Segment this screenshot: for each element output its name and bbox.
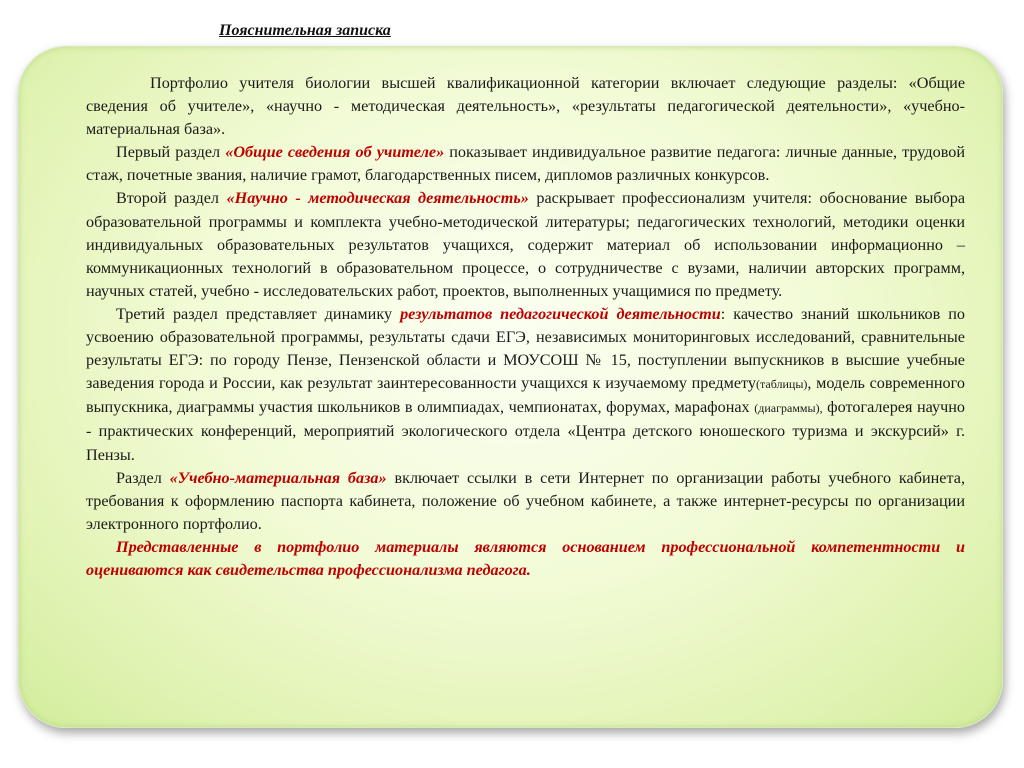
- paragraph-section-3: [86, 303, 965, 467]
- section-3-text-c: фотогалерея научно - практических конференций, мероприятий экологического отдела «Центра детского юношеского туризма и экскурсий» г. Пензы.: [86, 398, 966, 464]
- section-1-lead: Первый раздел: [116, 143, 226, 162]
- explanatory-text: [86, 72, 965, 582]
- diagrams-note: (диаграммы),: [754, 401, 823, 416]
- section-3-title: результатов педагогической деятельности: [400, 304, 721, 323]
- section-4-title: «Учебно-материальная база»: [169, 468, 387, 487]
- section-1-title: «Общие сведения об учителе»: [225, 143, 445, 162]
- paragraph-section-1: [86, 141, 965, 187]
- paragraph-intro: Портфолио учителя биологии высшей квалификационной категории включает следующие разделы: «Общие сведения об учителе», «научно - методическая деятельность», «результаты педагогической деятельности», «учебно- материальная база».: [86, 74, 965, 139]
- section-3-text-b: , модель современного выпускника, диаграммы участия школьников в олимпиадах, чемпионатах, форумах, марафонах: [86, 374, 965, 417]
- section-3-lead: Третий раздел представляет динамику: [116, 304, 401, 323]
- section-3-text-a: : качество знаний школьников по усвоению образовательной программы, результаты сдачи ЕГЭ, независимых мониторинговых исследований, сравнительные результаты ЕГЭ: по городу Пензе, Пензенской области и МОУСОШ № 15, поступлении выпускников в высшие учебные заведения города и России, как результат заинтересованности учащихся к изучаемому предмету: [86, 304, 965, 393]
- section-4-lead: Раздел: [116, 468, 170, 487]
- paragraph-section-4: [86, 467, 965, 536]
- paragraph-conclusion: Представленные в портфолио материалы являются основанием профессиональной компетентности и оцениваются как свидетельства профессионализма педагога.: [86, 537, 965, 579]
- section-2-lead: Второй раздел: [116, 189, 227, 208]
- page-title: Пояснительная записка: [219, 22, 391, 39]
- section-1-text: показывает индивидуальное развитие педагога: личные данные, трудовой стаж, почетные звания, наличие грамот, благодарственных писем, дипломов различных конкурсов.: [86, 143, 965, 185]
- section-2-text: раскрывает профессионализм учителя: обоснование выбора образовательной программы и комплекта учебно-методической литературы; педагогических технологий, методики оценки индивидуальных образовательных результатов учащихся, содержит материал об использовании информационно – коммуникационных технологий в образовательном процессе, о сотрудничестве с вузами, наличии авторских программ, научных статей, учебно - исследовательских работ, проектов, выполненных учащимися по предмету.: [86, 189, 965, 300]
- tables-note: (таблицы): [755, 377, 808, 392]
- section-4-text: включает ссылки в сети Интернет по организации работы учебного кабинета, требования к оформлению паспорта кабинета, положение об учебном кабинете, а также интернет-ресурсы по организации электронного портфолио.: [86, 468, 965, 533]
- section-2-title: «Научно - методическая деятельность»: [226, 189, 529, 208]
- paragraph-section-2: [86, 187, 965, 302]
